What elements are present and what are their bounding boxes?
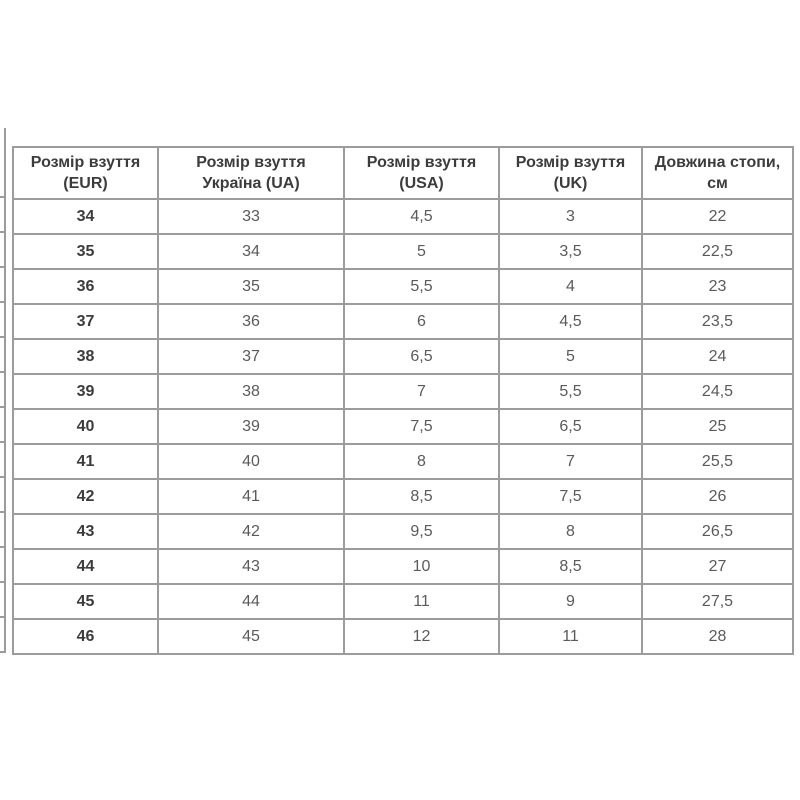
cell-foot-length-cm: 28 bbox=[642, 619, 793, 654]
header-line-1: Розмір взуття bbox=[515, 154, 626, 171]
cell-foot-length-cm: 24,5 bbox=[642, 374, 793, 409]
cropped-table-cell bbox=[0, 478, 4, 513]
cell-eur: 46 bbox=[13, 619, 158, 654]
cell-uk: 4,5 bbox=[499, 304, 642, 339]
cell-uk: 11 bbox=[499, 619, 642, 654]
table-row bbox=[13, 199, 793, 234]
cell-usa: 6,5 bbox=[344, 339, 499, 374]
cell-foot-length-cm: 23 bbox=[642, 269, 793, 304]
header-line-2: (UK) bbox=[553, 175, 588, 192]
cell-eur: 37 bbox=[13, 304, 158, 339]
cell-usa: 7 bbox=[344, 374, 499, 409]
cell-uk: 4 bbox=[499, 269, 642, 304]
cell-ua: 38 bbox=[158, 374, 344, 409]
cell-foot-length-cm: 23,5 bbox=[642, 304, 793, 339]
header-line-1: Розмір взуття bbox=[30, 154, 141, 171]
cropped-table-cell bbox=[0, 128, 4, 198]
cell-usa: 10 bbox=[344, 549, 499, 584]
cell-ua: 36 bbox=[158, 304, 344, 339]
cell-eur: 43 bbox=[13, 514, 158, 549]
cropped-table-cell bbox=[0, 338, 4, 373]
cropped-table-cell bbox=[0, 408, 4, 443]
table-row bbox=[13, 304, 793, 339]
cell-ua: 45 bbox=[158, 619, 344, 654]
cell-uk: 8,5 bbox=[499, 549, 642, 584]
cell-usa: 11 bbox=[344, 584, 499, 619]
header-line-1: Розмір взуття bbox=[366, 154, 477, 171]
cell-usa: 7,5 bbox=[344, 409, 499, 444]
cell-ua: 39 bbox=[158, 409, 344, 444]
cell-usa: 6 bbox=[344, 304, 499, 339]
cropped-table-cell bbox=[0, 233, 4, 268]
column-header-foot-length-cm bbox=[642, 147, 793, 199]
header-line-1: Довжина стопи, bbox=[654, 154, 781, 171]
table-row bbox=[13, 444, 793, 479]
table-row bbox=[13, 409, 793, 444]
table-row bbox=[13, 549, 793, 584]
table-header bbox=[13, 147, 793, 199]
cell-foot-length-cm: 27,5 bbox=[642, 584, 793, 619]
cell-eur: 42 bbox=[13, 479, 158, 514]
cell-ua: 34 bbox=[158, 234, 344, 269]
column-header-ua bbox=[158, 147, 344, 199]
cell-eur: 44 bbox=[13, 549, 158, 584]
cell-usa: 8 bbox=[344, 444, 499, 479]
table-row bbox=[13, 514, 793, 549]
cell-foot-length-cm: 27 bbox=[642, 549, 793, 584]
cropped-table-edge bbox=[0, 128, 6, 653]
header-row bbox=[13, 147, 793, 199]
shoe-size-conversion-table bbox=[12, 146, 794, 655]
header-line-2: (USA) bbox=[399, 175, 444, 192]
cropped-table-cell bbox=[0, 618, 4, 653]
cell-uk: 6,5 bbox=[499, 409, 642, 444]
column-header-usa bbox=[344, 147, 499, 199]
table-row bbox=[13, 619, 793, 654]
cell-uk: 7 bbox=[499, 444, 642, 479]
table-row bbox=[13, 374, 793, 409]
cell-eur: 40 bbox=[13, 409, 158, 444]
cell-foot-length-cm: 26 bbox=[642, 479, 793, 514]
header-line-1: Розмір взуття bbox=[196, 154, 306, 171]
cropped-table-cell bbox=[0, 268, 4, 303]
header-line-2: Україна (UA) bbox=[202, 175, 300, 192]
cell-ua: 37 bbox=[158, 339, 344, 374]
cell-eur: 34 bbox=[13, 199, 158, 234]
cell-ua: 43 bbox=[158, 549, 344, 584]
cell-eur: 39 bbox=[13, 374, 158, 409]
cell-uk: 3 bbox=[499, 199, 642, 234]
table-row bbox=[13, 479, 793, 514]
cell-ua: 35 bbox=[158, 269, 344, 304]
cell-foot-length-cm: 25 bbox=[642, 409, 793, 444]
cell-usa: 12 bbox=[344, 619, 499, 654]
cell-ua: 44 bbox=[158, 584, 344, 619]
cell-usa: 9,5 bbox=[344, 514, 499, 549]
header-line-2: (EUR) bbox=[63, 175, 108, 192]
cell-foot-length-cm: 24 bbox=[642, 339, 793, 374]
cell-uk: 5,5 bbox=[499, 374, 642, 409]
cell-uk: 8 bbox=[499, 514, 642, 549]
cropped-table-cell bbox=[0, 373, 4, 408]
cell-uk: 7,5 bbox=[499, 479, 642, 514]
table-row bbox=[13, 234, 793, 269]
column-header-eur bbox=[13, 147, 158, 199]
cropped-table-cell bbox=[0, 303, 4, 338]
cell-foot-length-cm: 25,5 bbox=[642, 444, 793, 479]
header-line-2: см bbox=[707, 175, 728, 192]
cell-eur: 45 bbox=[13, 584, 158, 619]
cell-ua: 41 bbox=[158, 479, 344, 514]
cropped-table-cell bbox=[0, 583, 4, 618]
cell-usa: 5 bbox=[344, 234, 499, 269]
cell-ua: 42 bbox=[158, 514, 344, 549]
cropped-table-cell bbox=[0, 548, 4, 583]
cell-ua: 33 bbox=[158, 199, 344, 234]
cell-ua: 40 bbox=[158, 444, 344, 479]
cell-uk: 9 bbox=[499, 584, 642, 619]
cell-eur: 38 bbox=[13, 339, 158, 374]
cell-usa: 4,5 bbox=[344, 199, 499, 234]
cell-usa: 5,5 bbox=[344, 269, 499, 304]
cell-foot-length-cm: 22 bbox=[642, 199, 793, 234]
column-header-uk bbox=[499, 147, 642, 199]
table-row bbox=[13, 339, 793, 374]
table-row bbox=[13, 269, 793, 304]
cell-eur: 36 bbox=[13, 269, 158, 304]
cell-foot-length-cm: 26,5 bbox=[642, 514, 793, 549]
cropped-table-cell bbox=[0, 443, 4, 478]
cropped-table-cell bbox=[0, 198, 4, 233]
cropped-table-cell bbox=[0, 513, 4, 548]
cell-uk: 3,5 bbox=[499, 234, 642, 269]
cell-eur: 35 bbox=[13, 234, 158, 269]
cell-usa: 8,5 bbox=[344, 479, 499, 514]
table-row bbox=[13, 584, 793, 619]
cell-eur: 41 bbox=[13, 444, 158, 479]
table-body bbox=[13, 199, 793, 654]
cell-foot-length-cm: 22,5 bbox=[642, 234, 793, 269]
cell-uk: 5 bbox=[499, 339, 642, 374]
